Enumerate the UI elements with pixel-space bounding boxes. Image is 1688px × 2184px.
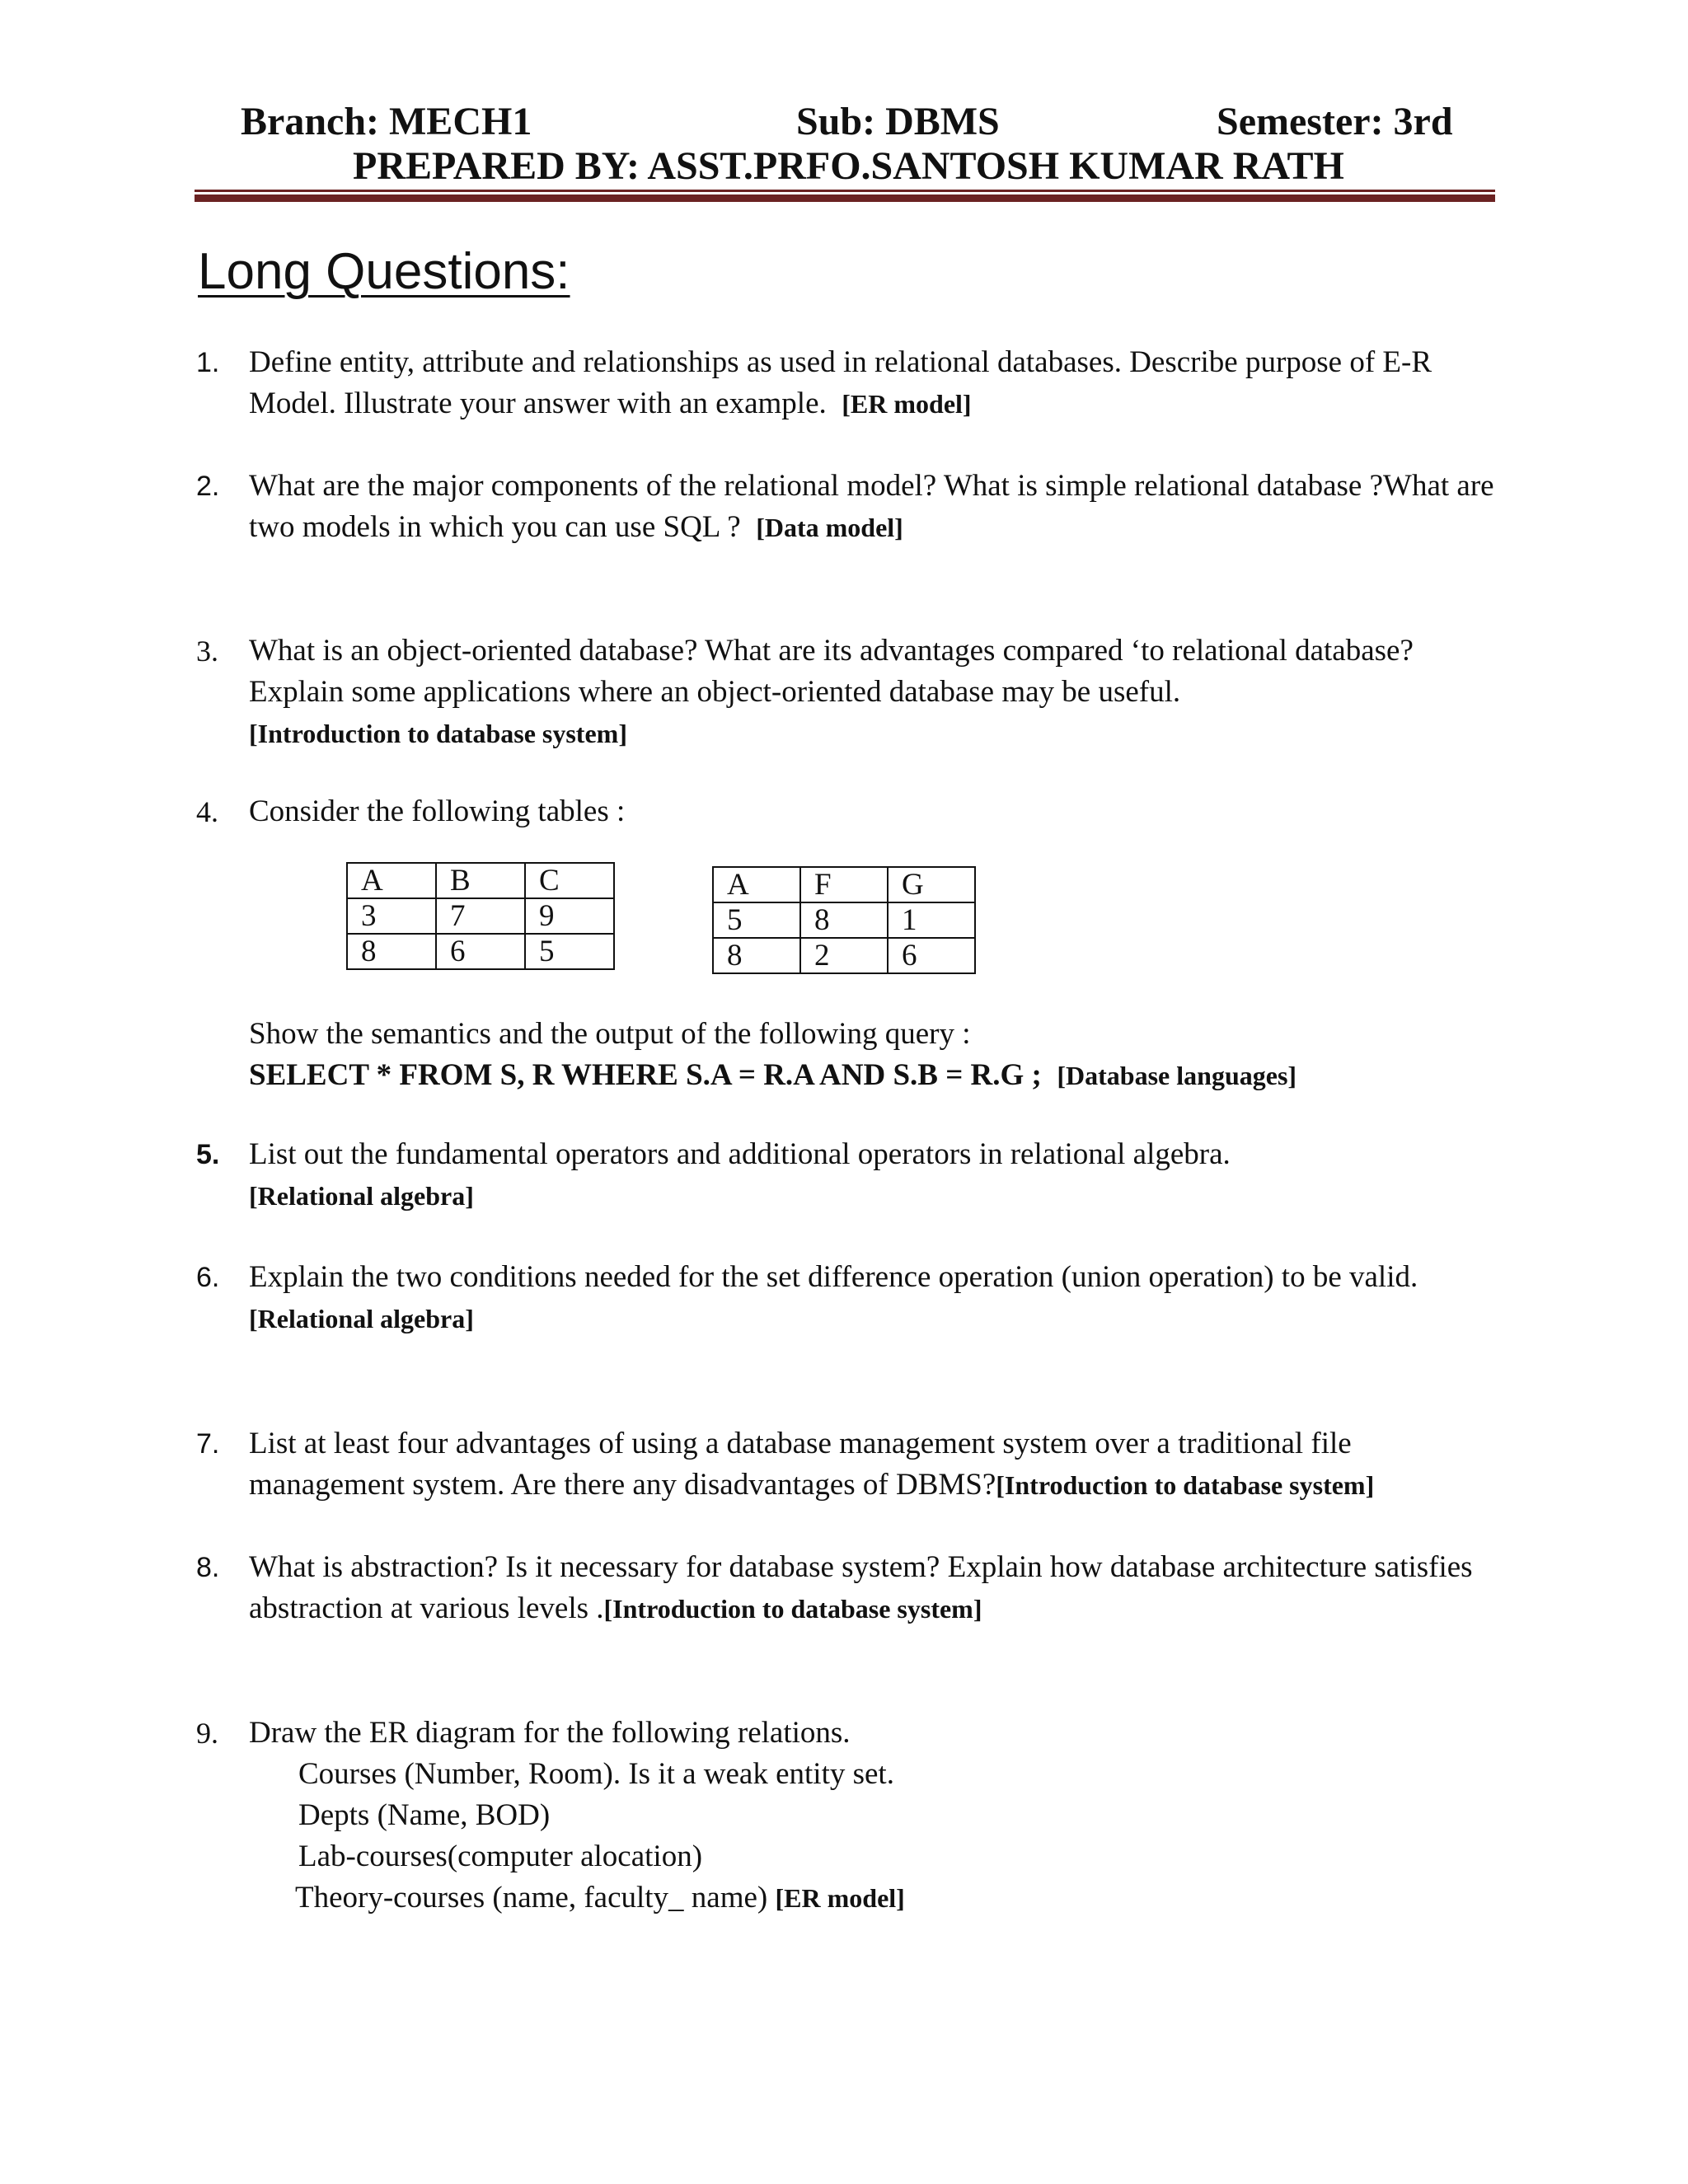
question-7 (249, 1423, 1510, 1506)
table-row (713, 902, 975, 938)
question-text: List at least four advantages of using a database management system over a traditional file (249, 1427, 1352, 1460)
header-semester: Semester: 3rd (1217, 100, 1453, 143)
relation-item: Depts (Name, BOD) (298, 1798, 551, 1832)
question-4 (249, 791, 1510, 832)
question-text-line (249, 1055, 1510, 1096)
header-prepared-by: PREPARED BY: ASST.PRFO.SANTOSH KUMAR RATH (353, 144, 1344, 188)
question-6 (249, 1257, 1510, 1339)
topic-tag: [ER model] (775, 1883, 905, 1913)
question-number: 8. (196, 1552, 220, 1583)
topic-tag: [Introduction to database system] (603, 1594, 982, 1624)
topic-tag: [Introduction to database system] (249, 719, 627, 748)
question-1 (249, 342, 1510, 424)
page-title: Long Questions: (198, 243, 570, 300)
relation-item: Lab-courses(computer alocation) (298, 1840, 703, 1873)
table-cell: 5 (713, 902, 800, 938)
table-header-cell: A (713, 867, 800, 902)
table-header-cell: C (525, 863, 614, 898)
table-header-cell: B (436, 863, 525, 898)
question-2 (249, 466, 1510, 548)
question-text: two models in which you can use SQL ? (249, 510, 741, 544)
question-text: Draw the ER diagram for the following relations. (249, 1716, 851, 1750)
question-text: What are the major components of the relational model? What is simple relational database ?What are (249, 469, 1494, 503)
table-header-cell: A (347, 863, 436, 898)
table-cell: 7 (436, 898, 525, 934)
topic-tag: [Introduction to database system] (996, 1470, 1375, 1500)
table-cell: 8 (713, 938, 800, 973)
question-text: What is abstraction? Is it necessary for database system? Explain how database architecture satisfies (249, 1550, 1473, 1584)
question-text: What is an object-oriented database? What are its advantages compared ‘to relational database? (249, 634, 1414, 668)
question-number: 5. (196, 1139, 220, 1170)
table-row (713, 938, 975, 973)
question-text: Define entity, attribute and relationships as used in relational databases. Describe purpose of E-R (249, 345, 1432, 379)
question-text: Explain some applications where an object-oriented database may be useful. (249, 675, 1181, 709)
topic-tag: [Data model] (756, 513, 903, 542)
table-row (347, 898, 614, 934)
table-cell: 6 (436, 934, 525, 969)
question-5 (249, 1134, 1510, 1216)
question-number: 1. (196, 347, 220, 378)
question-text: Explain the two conditions needed for the set difference operation (union operation) to be valid. (249, 1260, 1418, 1294)
table-cell: 5 (525, 934, 614, 969)
table-cell: 1 (888, 902, 975, 938)
header-branch: Branch: MECH1 (241, 100, 532, 143)
topic-tag: [Database languages] (1057, 1061, 1297, 1090)
table-header-cell: F (800, 867, 888, 902)
question-text: Consider the following tables : (249, 794, 626, 828)
question-text: abstraction at various levels . (249, 1591, 604, 1625)
table-cell: 3 (347, 898, 436, 934)
question-8 (249, 1547, 1510, 1629)
question-number: 7. (196, 1428, 220, 1460)
question-text-line (249, 1465, 1510, 1506)
header-divider-thin (195, 190, 1495, 192)
relation-item: Courses (Number, Room). Is it a weak entity set. (298, 1757, 894, 1791)
question-text-line (249, 383, 1510, 424)
question-text: Show the semantics and the output of the following query : (249, 1017, 971, 1051)
question-number: 9. (196, 1717, 218, 1750)
table-cell: 6 (888, 938, 975, 973)
header-subject: Sub: DBMS (796, 100, 1000, 143)
relation-table-1 (346, 862, 615, 970)
table-cell: 9 (525, 898, 614, 934)
table-row (347, 934, 614, 969)
table-cell: 8 (347, 934, 436, 969)
table-header-cell: G (888, 867, 975, 902)
table-cell: 2 (800, 938, 888, 973)
question-4-query (249, 1014, 1510, 1096)
question-text: List out the fundamental operators and additional operators in relational algebra. (249, 1137, 1231, 1171)
header-divider-thick (195, 194, 1495, 202)
question-text-line (249, 1588, 1510, 1629)
topic-tag: [ER model] (842, 389, 972, 419)
relation-item-line (249, 1877, 1510, 1919)
table-header-row (347, 863, 614, 898)
question-number: 4. (196, 795, 218, 828)
question-3 (249, 630, 1510, 754)
table-header-row (713, 867, 975, 902)
question-text: management system. Are there any disadvantages of DBMS? (249, 1468, 996, 1502)
question-number: 3. (196, 635, 218, 668)
question-text-line (249, 507, 1510, 548)
sql-query: SELECT * FROM S, R WHERE S.A = R.A AND S.B = R.G ; (249, 1058, 1042, 1092)
relation-table-2 (712, 866, 976, 974)
table-cell: 8 (800, 902, 888, 938)
question-9 (249, 1713, 1510, 1919)
question-number: 6. (196, 1262, 220, 1293)
question-number: 2. (196, 471, 220, 502)
relation-item: Theory-courses (name, faculty_ name) (295, 1881, 768, 1915)
topic-tag: [Relational algebra] (249, 1181, 474, 1211)
topic-tag: [Relational algebra] (249, 1304, 474, 1333)
question-text: Model. Illustrate your answer with an example. (249, 387, 827, 420)
